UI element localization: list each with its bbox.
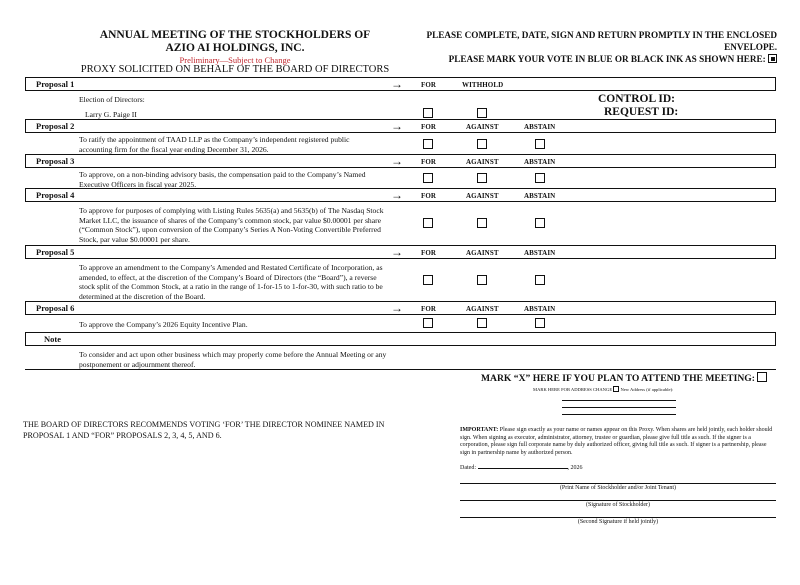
p5-for-checkbox[interactable] xyxy=(423,275,433,285)
control-id: CONTROL ID: xyxy=(598,93,675,105)
arrow-icon: → xyxy=(391,154,403,168)
second-signature-line[interactable] xyxy=(460,517,776,518)
signature-line[interactable] xyxy=(460,500,776,501)
second-signature-caption: (Second Signature if held jointly) xyxy=(577,519,659,525)
attend-label: MARK “X” HERE IF YOU PLAN TO ATTEND THE MEETING: xyxy=(481,373,755,384)
proposal2-bar xyxy=(25,119,776,133)
p2-for-checkbox[interactable] xyxy=(423,139,433,149)
proposal3-label: Proposal 3 xyxy=(36,156,75,166)
new-address-line1[interactable] xyxy=(562,400,676,401)
p4-for-checkbox[interactable] xyxy=(423,218,433,228)
proposal6-label: Proposal 6 xyxy=(36,303,75,313)
proxy-solicited-heading: PROXY SOLICITED ON BEHALF OF THE BOARD OF DIRECTORS xyxy=(80,64,390,75)
instructions xyxy=(405,29,777,65)
p5-against-checkbox[interactable] xyxy=(477,275,487,285)
p3-for-checkbox[interactable] xyxy=(423,173,433,183)
p2-against-checkbox[interactable] xyxy=(477,139,487,149)
example-mark-icon xyxy=(768,54,777,63)
col-against: AGAINST xyxy=(466,192,499,200)
important-text: Please sign exactly as your name or names appear on this Proxy. When shares are held jointly, each holder should sign. When signing as executor, administrator, attorney, trustee or guardian, please give full title as such. If the signer is a corporation, please sign full corporate name by duly authorized officer, giving full title as such. If signer is a partnership, please sign in partnership name by authorized person. xyxy=(460,427,773,456)
arrow-icon: → xyxy=(391,77,403,91)
board-recommendation: THE BOARD OF DIRECTORS RECOMMENDS VOTING ‘FOR’ THE DIRECTOR NOMINEE NAMED IN PROPOSAL 1 AND “FOR” PROPOSALS 2, 3, 4, 5, AND 6. xyxy=(23,420,385,440)
p3-abstain-checkbox[interactable] xyxy=(535,173,545,183)
proposal4-text: To approve for purposes of complying with Listing Rules 5635(a) and 5635(b) of The Nasdaq Stock Market LLC, the issuance of shares of the Company’s common stock, par value $0.00001 per share (“Common Stock”), upon conversion of the Company’s Series A Non-Voting Convertible Preferred Stock, par value $0.00001 per share. xyxy=(79,206,384,244)
meeting-title xyxy=(40,29,430,55)
proposal3-bar xyxy=(25,154,776,168)
print-name-line[interactable] xyxy=(460,483,776,484)
request-id: REQUEST ID: xyxy=(604,106,679,118)
p6-abstain-checkbox[interactable] xyxy=(535,318,545,328)
arrow-icon: → xyxy=(391,188,403,202)
proposal3-text: To approve, on a non-binding advisory basis, the compensation paid to the Company’s Named Executive Officers in fiscal year 2025. xyxy=(79,170,366,189)
instruction-line2-text: PLEASE MARK YOUR VOTE IN BLUE OR BLACK INK AS SHOWN HERE: xyxy=(448,54,766,64)
col-for: FOR xyxy=(421,305,437,313)
new-address-label: New Address (if applicable): xyxy=(620,387,674,392)
proposal5-label: Proposal 5 xyxy=(36,247,75,257)
instruction-line2 xyxy=(405,53,777,65)
proposal5-bar xyxy=(25,245,776,259)
signature-caption: (Signature of Stockholder) xyxy=(586,502,650,508)
arrow-icon: → xyxy=(391,301,403,315)
col-for: FOR xyxy=(421,249,437,257)
p4-against-checkbox[interactable] xyxy=(477,218,487,228)
address-change-row xyxy=(533,386,673,392)
proposal2-text: To ratify the appointment of TAAD LLP as the Company’s independent registered public accounting firm for the fiscal year ending December 31, 2026. xyxy=(79,135,350,154)
col-abstain: ABSTAIN xyxy=(524,305,556,313)
dated-year: , 2026 xyxy=(567,465,583,471)
p1-withhold-checkbox[interactable] xyxy=(477,108,487,118)
important-notice xyxy=(460,427,778,457)
arrow-icon: → xyxy=(391,245,403,259)
p4-abstain-checkbox[interactable] xyxy=(535,218,545,228)
p2-abstain-checkbox[interactable] xyxy=(535,139,545,149)
dated-label: Dated: xyxy=(460,465,476,471)
col-abstain: ABSTAIN xyxy=(524,192,556,200)
proposal4-label: Proposal 4 xyxy=(36,190,75,200)
col-against: AGAINST xyxy=(466,158,499,166)
col-abstain: ABSTAIN xyxy=(524,123,556,131)
col-for: FOR xyxy=(421,158,437,166)
proposal1-label: Proposal 1 xyxy=(36,79,75,89)
p3-against-checkbox[interactable] xyxy=(477,173,487,183)
meeting-title-line1: ANNUAL MEETING OF THE STOCKHOLDERS OF xyxy=(99,29,371,41)
preliminary-notice: Preliminary—Subject to Change xyxy=(179,55,291,65)
col-abstain: ABSTAIN xyxy=(524,249,556,257)
dated-row xyxy=(460,463,583,473)
p6-for-checkbox[interactable] xyxy=(423,318,433,328)
note-label: Note xyxy=(44,334,61,344)
proposal5-text: To approve an amendment to the Company’s Amended and Restated Certificate of Incorporation, as amended, to effect, at the discretion of the Company’s Board of Directors (the “Board”), a reverse stock split of the Common Stock, at a ratio in the range of 1-for-15 to 1-for-30, with such ratio to be determined at the discretion of the Board. xyxy=(79,263,383,301)
col-for: FOR xyxy=(421,123,437,131)
instruction-line1: PLEASE COMPLETE, DATE, SIGN AND RETURN PROMPTLY IN THE ENCLOSED ENVELOPE. xyxy=(426,30,777,52)
address-change-checkbox[interactable] xyxy=(613,386,619,392)
print-name-caption: (Print Name of Stockholder and/or Joint Tenant) xyxy=(559,485,677,491)
nominee-name: Larry G. Paige II xyxy=(85,110,137,119)
company-name: AZIO AI HOLDINGS, INC. xyxy=(165,42,305,54)
election-heading: Election of Directors: xyxy=(79,95,145,104)
dated-field[interactable] xyxy=(478,463,568,469)
col-withhold: WITHHOLD xyxy=(462,81,504,89)
col-abstain: ABSTAIN xyxy=(524,158,556,166)
p1-for-checkbox[interactable] xyxy=(423,108,433,118)
col-against: AGAINST xyxy=(466,249,499,257)
col-for: FOR xyxy=(421,81,437,89)
note-text: To consider and act upon other business which may properly come before the Annual Meeting or any postponement or adjournment thereof. xyxy=(79,350,387,369)
col-against: AGAINST xyxy=(466,305,499,313)
new-address-line2[interactable] xyxy=(562,407,676,408)
new-address-line3[interactable] xyxy=(562,414,676,415)
arrow-icon: → xyxy=(391,119,403,133)
proposal2-label: Proposal 2 xyxy=(36,121,75,131)
proposal6-bar xyxy=(25,301,776,315)
col-against: AGAINST xyxy=(466,123,499,131)
note-bar xyxy=(25,332,776,346)
attend-checkbox[interactable] xyxy=(757,372,767,382)
p5-abstain-checkbox[interactable] xyxy=(535,275,545,285)
proposal6-text: To approve the Company’s 2026 Equity Incentive Plan. xyxy=(79,320,248,329)
col-for: FOR xyxy=(421,192,437,200)
proposal4-bar xyxy=(25,188,776,202)
divider xyxy=(25,369,776,370)
proposal1-bar xyxy=(25,77,776,91)
attend-meeting xyxy=(481,372,767,384)
p6-against-checkbox[interactable] xyxy=(477,318,487,328)
address-change-label: MARK HERE FOR ADDRESS CHANGE xyxy=(533,387,613,392)
important-heading: IMPORTANT: xyxy=(460,427,499,433)
